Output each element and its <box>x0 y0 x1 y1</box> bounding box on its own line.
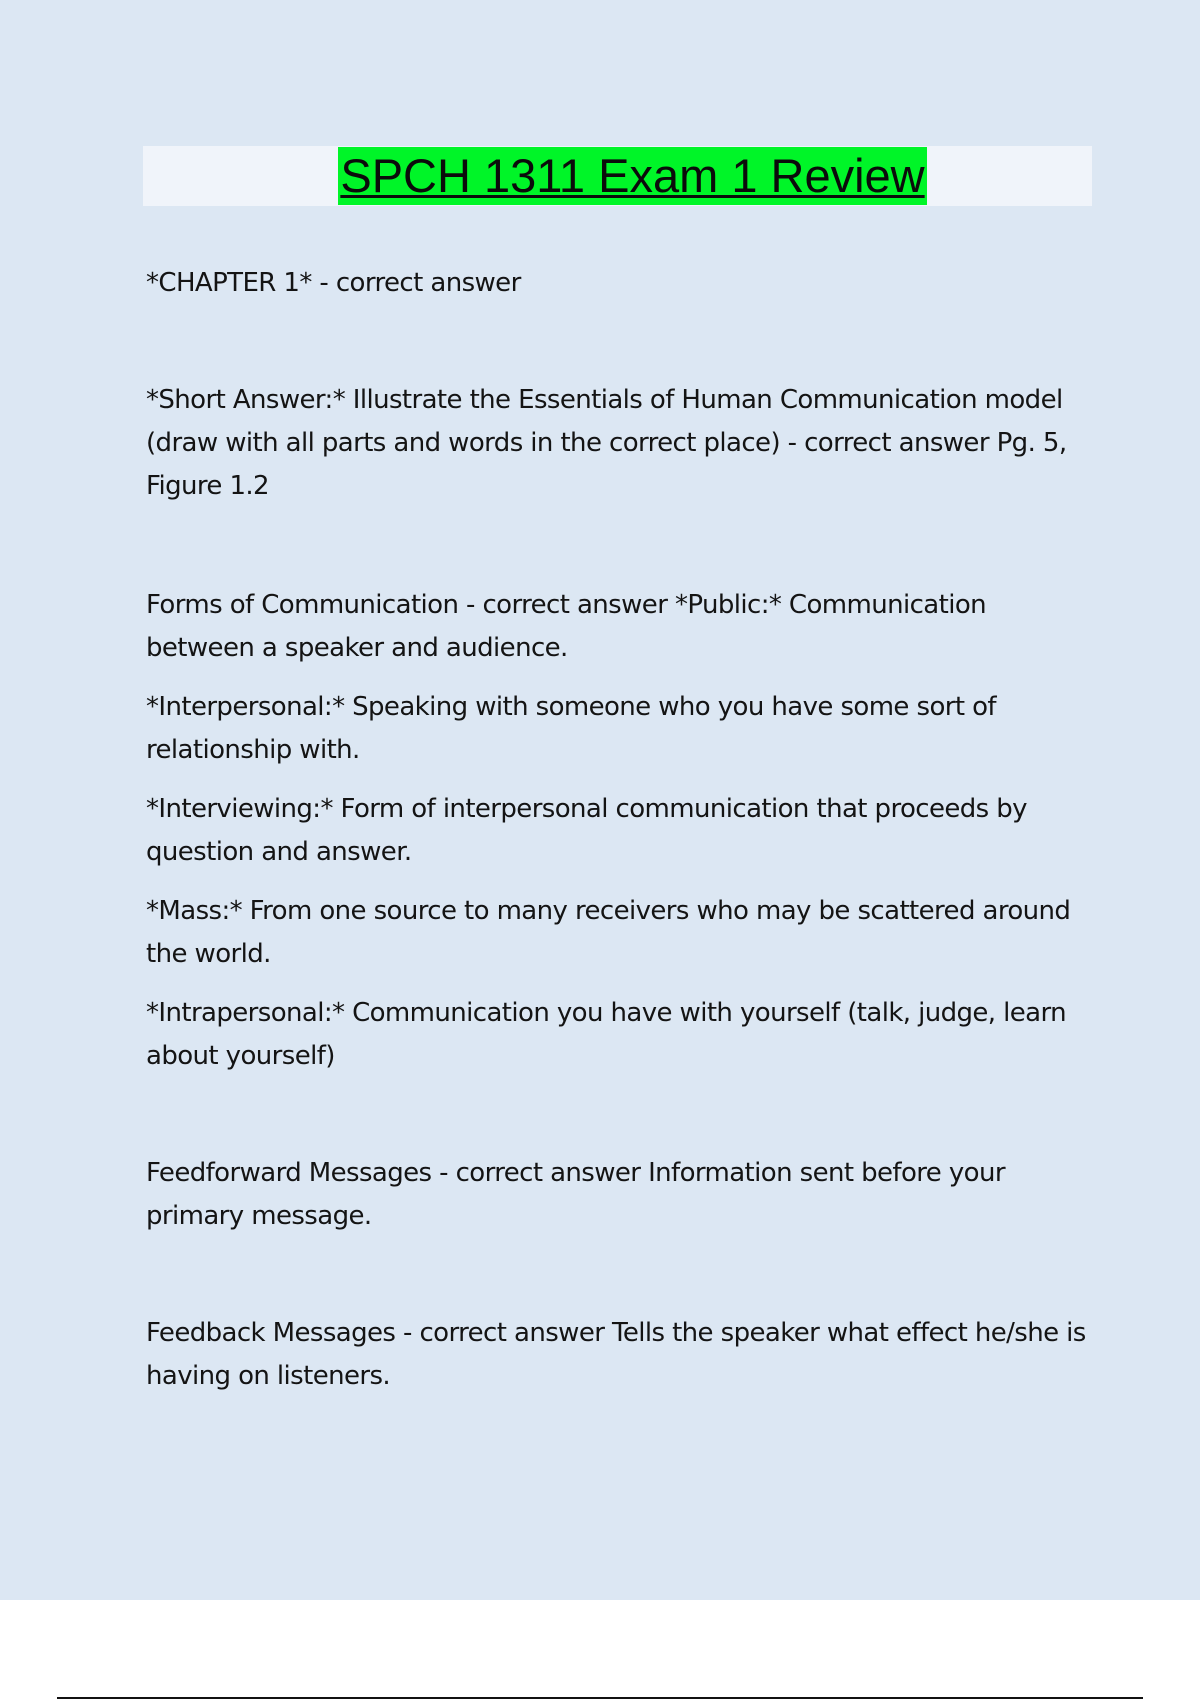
footer-divider <box>57 1697 1143 1699</box>
intrapersonal-item: *Intrapersonal:* Communication you have with yourself (talk, judge, learn about yourself) <box>146 998 1067 1071</box>
forms-of-communication-item: Forms of Communication - correct answer *Public:* Communication between a speaker and audience. <box>146 590 987 663</box>
short-answer-item: *Short Answer:* Illustrate the Essentials of Human Communication model (draw with all parts and words in the correct place) - correct answer Pg. 5, Figure 1.2 <box>146 385 1067 501</box>
feedforward-item: Feedforward Messages - correct answer Information sent before your primary message. <box>146 1158 1005 1231</box>
title-band <box>143 146 1092 206</box>
document-body <box>146 262 1091 1398</box>
chapter-heading: *CHAPTER 1* - correct answer <box>146 268 521 298</box>
feedback-item: Feedback Messages - correct answer Tells the speaker what effect he/she is having on listeners. <box>146 1318 1086 1391</box>
interpersonal-item: *Interpersonal:* Speaking with someone who you have some sort of relationship with. <box>146 692 996 765</box>
mass-item: *Mass:* From one source to many receivers who may be scattered around the world. <box>146 896 1071 969</box>
document-title: SPCH 1311 Exam 1 Review <box>338 147 926 205</box>
interviewing-item: *Interviewing:* Form of interpersonal communication that proceeds by question and answer. <box>146 794 1027 867</box>
